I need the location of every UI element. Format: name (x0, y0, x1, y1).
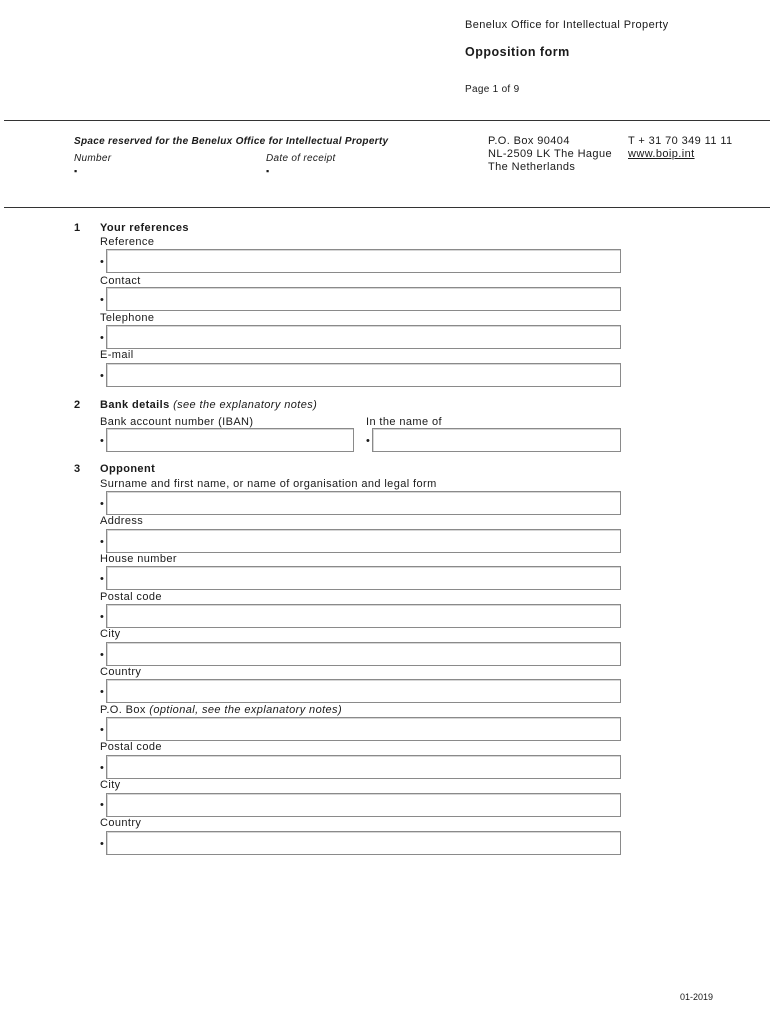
country-field[interactable] (106, 679, 621, 703)
section-3-number: 3 (74, 463, 81, 475)
office-name: Benelux Office for Intellectual Property (465, 19, 669, 31)
po-box-note: (optional, see the explanatory notes) (149, 704, 343, 716)
field-bullet: • (100, 838, 104, 850)
field-bullet: • (100, 724, 104, 736)
address-label: Address (100, 515, 144, 527)
opponent-name-field[interactable] (106, 491, 621, 515)
po-city-field[interactable] (106, 793, 621, 817)
field-bullet: • (100, 536, 104, 548)
field-bullet: • (100, 498, 104, 510)
section-2-number: 2 (74, 399, 81, 411)
country: The Netherlands (488, 161, 576, 173)
field-bullet: • (100, 649, 104, 661)
po-box: P.O. Box 90404 (488, 135, 570, 147)
po-country-label: Country (100, 817, 142, 829)
field-bullet: • (100, 686, 104, 698)
postal-code-label: Postal code (100, 591, 162, 603)
reference-label: Reference (100, 236, 155, 248)
phone-number: T + 31 70 349 11 11 (628, 135, 733, 147)
field-bullet: • (100, 294, 104, 306)
country-label: Country (100, 666, 142, 678)
field-bullet: • (100, 435, 104, 447)
po-postal-code-label: Postal code (100, 741, 162, 753)
date-of-receipt-label: Date of receipt (266, 153, 336, 164)
email-field[interactable] (106, 363, 621, 387)
field-bullet: • (366, 435, 370, 447)
reserved-divider (4, 207, 770, 208)
section-2-note: (see the explanatory notes) (173, 399, 318, 411)
section-1-number: 1 (74, 222, 81, 234)
telephone-label: Telephone (100, 312, 155, 324)
date-marker: ▪ (266, 166, 270, 176)
field-bullet: • (100, 256, 104, 268)
number-label: Number (74, 153, 112, 164)
section-3-title: Opponent (100, 463, 156, 475)
house-number-label: House number (100, 553, 177, 565)
reserved-heading: Space reserved for the Benelux Office for Intellectual Property (74, 136, 389, 147)
form-title: Opposition form (465, 45, 570, 59)
opponent-name-label: Surname and first name, or name of organisation and legal form (100, 478, 437, 490)
field-bullet: • (100, 611, 104, 623)
contact-label: Contact (100, 275, 141, 287)
city-label: City (100, 628, 121, 640)
form-version: 01-2019 (680, 992, 714, 1002)
field-bullet: • (100, 573, 104, 585)
contact-field[interactable] (106, 287, 621, 311)
field-bullet: • (100, 762, 104, 774)
iban-label: Bank account number (IBAN) (100, 416, 254, 428)
telephone-field[interactable] (106, 325, 621, 349)
in-the-name-of-label: In the name of (366, 416, 442, 428)
house-number-field[interactable] (106, 566, 621, 590)
postal-code-field[interactable] (106, 604, 621, 628)
field-bullet: • (100, 332, 104, 344)
field-bullet: • (100, 370, 104, 382)
website-link[interactable]: www.boip.int (628, 148, 695, 160)
top-divider (4, 120, 770, 121)
section-2-title: Bank details (100, 399, 170, 411)
postcode-city: NL-2509 LK The Hague (488, 148, 612, 160)
po-box-label (100, 704, 342, 716)
address-field[interactable] (106, 529, 621, 553)
email-label: E-mail (100, 349, 134, 361)
po-box-label-text: P.O. Box (100, 704, 146, 716)
page-number: Page 1 of 9 (465, 84, 520, 95)
po-box-field[interactable] (106, 717, 621, 741)
reference-field[interactable] (106, 249, 621, 273)
number-marker: ▪ (74, 166, 78, 176)
po-postal-code-field[interactable] (106, 755, 621, 779)
field-bullet: • (100, 799, 104, 811)
iban-field[interactable] (106, 428, 354, 452)
section-2-heading (100, 399, 317, 411)
city-field[interactable] (106, 642, 621, 666)
po-city-label: City (100, 779, 121, 791)
po-country-field[interactable] (106, 831, 621, 855)
section-1-title: Your references (100, 222, 189, 234)
account-holder-field[interactable] (372, 428, 621, 452)
